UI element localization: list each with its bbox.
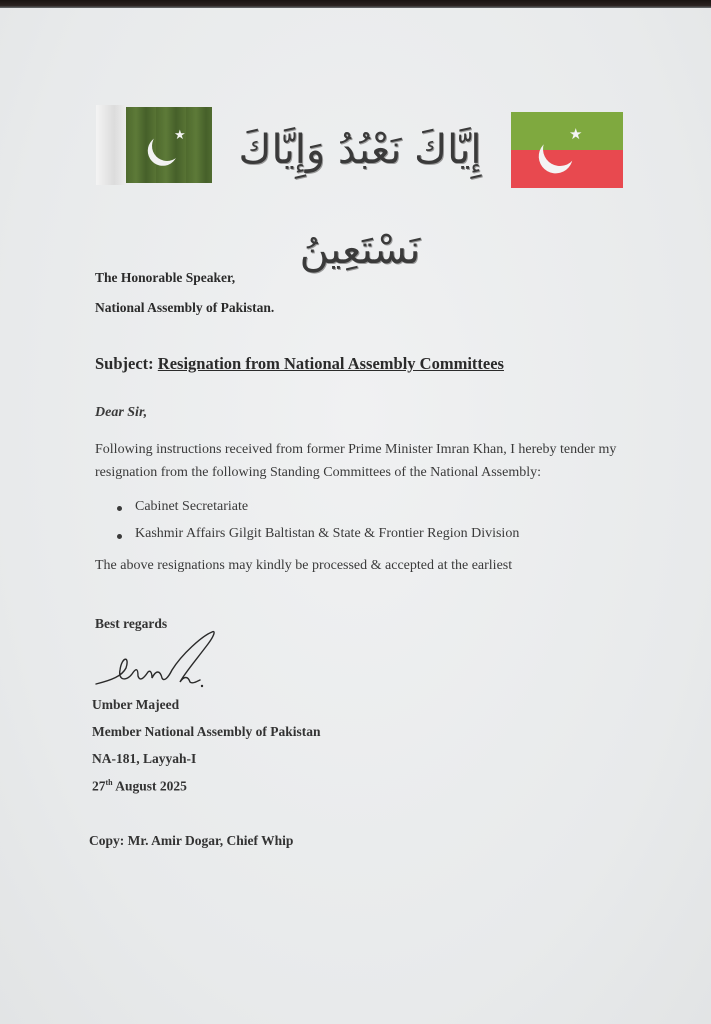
date-rest: August 2025 <box>112 778 187 794</box>
star-icon: ★ <box>174 128 186 143</box>
body-line-1: Following instructions received from former Prime Minister Imran Khan, I hereby tender my <box>95 442 617 457</box>
committee-item: Kashmir Affairs Gilgit Baltistan & State & Frontier Region Division <box>135 526 520 541</box>
best-regards: Best regards <box>95 616 168 631</box>
bullet-icon <box>117 506 122 511</box>
quranic-calligraphy: إِيَّاكَ نَعْبُدُ وَإِيَّاكَ نَسْتَعِينُ <box>238 127 482 273</box>
date-day: 27 <box>92 778 106 794</box>
committee-item: Cabinet Secretariate <box>135 499 249 514</box>
bullet-icon <box>117 534 122 539</box>
subject-line <box>95 354 504 374</box>
letter-date <box>92 778 187 795</box>
pakistan-flag <box>96 105 212 185</box>
subject-text: Resignation from National Assembly Committees <box>157 354 504 373</box>
star-icon: ★ <box>569 125 583 143</box>
addressee-line-2: National Assembly of Pakistan. <box>95 300 275 315</box>
salutation: Dear Sir, <box>95 405 148 420</box>
pti-party-flag <box>511 112 623 188</box>
body-line-2: resignation from the following Standing Committees of the National Assembly: <box>95 465 541 480</box>
copy-to: Copy: Mr. Amir Dogar, Chief Whip <box>89 833 294 848</box>
signature-icon <box>92 626 222 694</box>
constituency: NA-181, Layyah-I <box>92 751 197 766</box>
signatory-name: Umber Majeed <box>92 697 180 712</box>
photo-top-edge <box>0 0 711 8</box>
signatory-title: Member National Assembly of Pakistan <box>92 724 321 739</box>
flag-green-field <box>126 107 212 183</box>
addressee-line-1: The Honorable Speaker, <box>95 270 236 285</box>
subject-label: Subject: <box>95 354 154 373</box>
closing-line: The above resignations may kindly be processed & accepted at the earliest <box>95 558 513 573</box>
date-suffix: th <box>105 778 113 787</box>
flag-white-band <box>96 105 126 185</box>
